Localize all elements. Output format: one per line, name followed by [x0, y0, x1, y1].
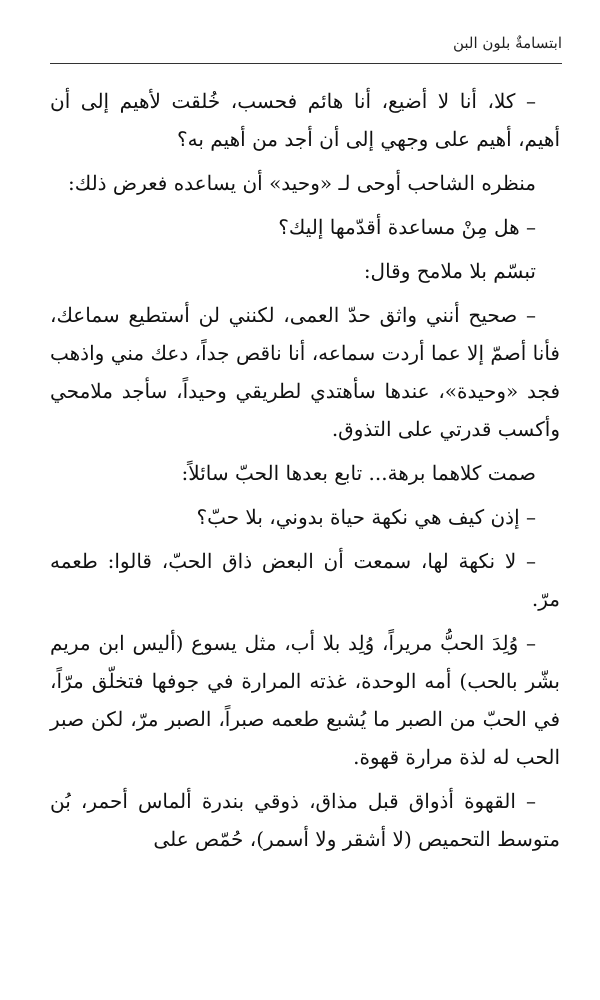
- paragraph: – هل مِنْ مساعدة أقدّمها إليك؟: [278, 215, 536, 239]
- paragraph: – القهوة أذواق قبل مذاق، ذوقي بندرة ألماس أحمر، بُن متوسط التحميص (لا أشقر ولا أسمر)، حُمّص على: [50, 789, 560, 851]
- header-divider: [50, 63, 562, 64]
- paragraph: – كلا، أنا لا أضيع، أنا هائم فحسب، خُلقت لأهيم إلى أن أهيم، أهيم على وجهي إلى أن أجد من أهيم به؟: [50, 89, 560, 151]
- paragraph: – صحيح أنني واثق حدّ العمى، لكنني لن أستطيع سماعك، فأنا أصمّ إلا عما أردت سماعه، أنا ناقص جداً، دعك مني واذهب فجد «وحيدة»، عندها سأهتدي لطريقي وحيداً، سأجد ملامحي وأكسب قدرتي على التذوق.: [50, 303, 560, 441]
- paragraph: صمت كلاهما برهة... تابع بعدها الحبّ سائلاً:: [181, 461, 536, 485]
- paragraph: منظره الشاحب أوحى لـ «وحيد» أن يساعده فعرض ذلك:: [67, 171, 536, 195]
- paragraph: – لا نكهة لها، سمعت أن البعض ذاق الحبّ، قالوا: طعمه مرّ.: [50, 549, 560, 611]
- paragraph: تبسّم بلا ملامح وقال:: [363, 259, 536, 283]
- paragraph: – إذن كيف هي نكهة حياة بدوني، بلا حبّ؟: [196, 505, 536, 529]
- page-body: [50, 82, 560, 864]
- paragraph: – وُلِدَ الحبُّ مريراً، وُلِد بلا أب، مثل يسوع (أليس ابن مريم بشّر بالحب) أمه الوحدة، غذته المرارة في جوفها فتخلّق مرّاً، في الحبّ من الصبر ما يُشبع طعمه صبراً، الصبر مرّ، لكن صبر الحب له لذة مرارة قهوة.: [50, 631, 560, 769]
- running-header-title: ابتسامةٌ بلون البن: [452, 34, 562, 52]
